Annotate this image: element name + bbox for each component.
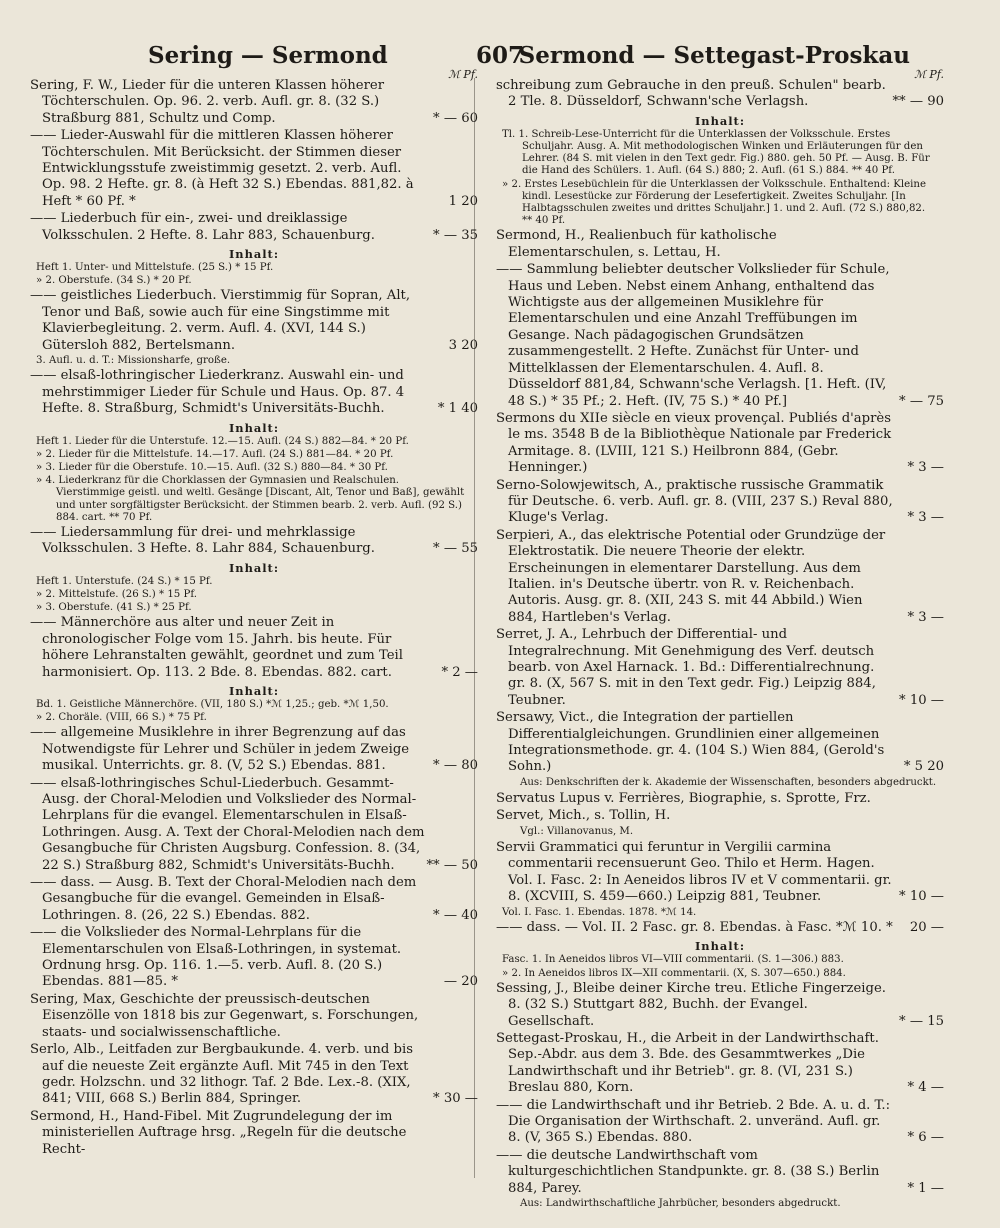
contents-heading: Inhalt: <box>228 560 280 575</box>
catalog-entry <box>30 128 478 210</box>
entry-text: —— die Landwirthschaft und ihr Betrieb. 2 Bde. A. u. d. T.: Die Organisation der Wirthschaft. 2. unveränd. Aufl. gr. 8. (V, 365 S.) Ebendas. 880. <box>496 1097 891 1146</box>
entry-text: Sessing, J., Bleibe deiner Kirche treu. Etliche Fingerzeige. 8. (32 S.) Stuttgart 882, Buchh. der Evangel. Gesellschaft. <box>496 980 886 1029</box>
entry-text: —— dass. — Ausg. B. Text der Choral-Melodien nach dem Gesangbuche für die evangel. Gemeinden in Elsaß-Lothringen. 8. (26, 22 S.) Ebendas. 882. <box>30 875 417 923</box>
entry-text: Sermons du XIIe siècle en vieux provençal. Publiés d'après le ms. 3548 B de la Bibliothèque Nationale par Frederick Armitage. 8. (LVIII, 121 S.) Heilbronn 884, (Gebr. Henninger.) <box>496 410 892 476</box>
entry-text: —— die Volkslieder des Normal-Lehrplans für die Elementarschulen von Elsaß-Lothringen, in systemat. Ordnung hrsg. Op. 116. 1.—5. verb. Aufl. 8. (20 S.) Ebendas. 881—85. * <box>30 925 402 990</box>
sub-entry: » 2. Mittelstufe. (26 S.) * 15 Pf. <box>36 588 198 600</box>
catalog-entry <box>496 1031 944 1097</box>
catalog-entry <box>496 840 944 906</box>
entry-price: * — 40 <box>433 907 478 923</box>
catalog-entry <box>496 1148 944 1197</box>
entry-price: * — 35 <box>433 227 478 243</box>
sub-entry: » 2. Lieder für die Mittelstufe. 14.—17. Aufl. (24 S.) 881—84. * 20 Pf. <box>36 448 394 460</box>
entry-text: Serlo, Alb., Leitfaden zur Bergbaukunde. 4. verb. und bis auf die neueste Zeit ergänzte Aufl. Mit 745 in den Text gedr. Holzschn. und 32 lithogr. Taf. 2 Bde. Lex.-8. (XIX, 841; VIII, 668 S.) Berlin 884, Springer. <box>30 1042 413 1107</box>
right-column <box>496 68 944 1212</box>
unit-label-right: ℳ Pf. <box>914 68 944 81</box>
entry-price: * — 55 <box>433 541 478 557</box>
catalog-entry <box>30 368 478 417</box>
contents-heading: Inhalt: <box>694 939 746 954</box>
contents-heading: Inhalt: <box>694 113 746 128</box>
entry-text: —— geistliches Liederbuch. Vierstimmig für Sopran, Alt, Tenor und Baß, sowie auch für eine Singstimme mit Klavierbegleitung. 2. verm. Aufl. 4. (XVI, 144 S.) Gütersloh 882, Bertelsmann. <box>30 288 411 353</box>
catalog-entry <box>496 228 944 261</box>
header-left: Sering — Sermond <box>148 42 388 69</box>
entry-price: 1 20 <box>448 193 478 209</box>
entry-price: * 3 — <box>907 609 944 625</box>
catalog-entry <box>30 776 478 874</box>
catalog-entry <box>496 920 944 936</box>
catalog-entry <box>30 925 478 991</box>
sub-entry: Heft 1. Unter- und Mittelstufe. (25 S.) * 15 Pf. <box>36 262 274 274</box>
catalog-entry <box>30 211 478 244</box>
sub-entry: » 2. Erstes Lesebüchlein für die Unterklassen der Volksschule. Enthaltend: Kleine kindl. Lesestücke zur Förderung der Lesefertigkeit. Zweites Schuljahr. [In Halbtagsschulen zweites und drittes Schuljahr.] 1. und 2. Aufl. (72 S.) 880,82. ** 40 Pf. <box>502 178 927 227</box>
unit-label-left: ℳ Pf. <box>448 68 478 81</box>
sub-entry: » 4. Liederkranz für die Chorklassen der Gymnasien und Realschulen. Vierstimmige geistl. und weltl. Gesänge [Discant, Alt, Tenor und Baß], gewählt und unter sorgfältigster Berücksicht. der Stimmen bearb. 2. verb. Aufl. (92 S.) 884. cart. ** 70 Pf. <box>36 475 465 523</box>
entry-price: * 1 40 <box>437 401 478 417</box>
entry-price: * 10 — <box>899 692 944 708</box>
entry-text: —— allgemeine Musiklehre in ihrer Begrenzung auf das Notwendigste für Lehrer und Schüler in jedem Zweige musikal. Unterrichts. gr. 8. (V, 52 S.) Ebendas. 881. <box>30 725 410 774</box>
entry-price: ** — 50 <box>426 857 478 873</box>
entry-price: * 1 — <box>907 1180 944 1196</box>
header-right: Sermond — Settegast-Proskau <box>518 42 910 69</box>
entry-text: —— Sammlung beliebter deutscher Volkslieder für Schule, Haus und Leben. Nebst einem Anhang, enthaltend das Wichtigste aus der allgemeinen Musiklehre für Elementarschulen und eine Anzahl Treffübungen im Gesange. Nach pädagogischen Grundsätzen zusammengestellt. 2 Hefte. Zunächst für Unter- und Mittelklassen der Elementarschulen. 4. Aufl. 8. Düsseldorf 881,84, Schwann'sche Verlagsh. [1. Heft. (IV, 48 S.) * 35 Pf.; 2. Heft. (IV, 75 S.) * 40 Pf.] <box>496 262 890 409</box>
sub-entry: » 2. Choräle. (VIII, 66 S.) * 75 Pf. <box>36 712 207 724</box>
entry-price: * — 75 <box>899 393 944 409</box>
catalog-entry <box>496 528 944 626</box>
catalog-entry <box>496 78 944 111</box>
entry-text: —— die deutsche Landwirthschaft vom kulturgeschichtlichen Standpunkte. gr. 8. (38 S.) Berlin 884, Parey. <box>496 1147 880 1196</box>
contents-heading: Inhalt: <box>228 247 280 262</box>
entry-text: —— elsaß-lothringisches Schul-Liederbuch. Gesammt-Ausg. der Choral-Melodien und Volkslieder des Normal-Lehrplans für die evangel. Elementarschulen in Elsaß-Lothringen. Ausg. A. Text der Choral-Melodien nach dem Gesangbuche für Christen Augsburg. Confession. 8. (34, 22 S.) Straßburg 882, Schmidt's Universitäts-Buchh. <box>30 775 425 873</box>
sub-entry: Bd. 1. Geistliche Männerchöre. (VII, 180 S.) *ℳ 1,25.; geb. *ℳ 1,50. <box>36 698 389 710</box>
catalog-entry <box>30 78 478 127</box>
entry-text: —— Männerchöre aus alter und neuer Zeit in chronologischer Folge vom 15. Jahrh. bis heute. Für höhere Lehranstalten gewählt, geordnet und zum Teil harmonisiert. Op. 113. 2 Bde. 8. Ebendas. 882. cart. <box>30 615 403 680</box>
left-entries <box>30 78 478 1158</box>
entry-note: Aus: Denkschriften der k. Akademie der Wissenschaften, besonders abgedruckt. <box>520 776 937 788</box>
entry-text: Servii Grammatici qui feruntur in Vergilii carmina commentarii recensuerunt Geo. Thilo et Herm. Hagen. Vol. I. Fasc. 2: In Aeneidos libros IV et V commentarii. gr. 8. (XCVIII, S. 459—660.) Leipzig 881, Teubner. <box>496 840 892 905</box>
sub-entry: Tl. 1. Schreib-Lese-Unterricht für die Unterklassen der Volksschule. Erstes Schuljahr. Ausg. A. Mit methodologischen Winken und Erläuterungen für den Lehrer. (84 S. mit vielen in den Text gedr. Fig.) 880. geh. 50 Pf. — Ausg. B. Für die Hand des Schülers. 1. Aufl. (64 S.) 880; 2. Aufl. (61 S.) 884. ** 40 Pf. <box>502 128 930 177</box>
entry-price: * 3 — <box>907 460 944 476</box>
entry-text: Sermond, H., Realienbuch für katholische Elementarschulen, s. Lettau, H. <box>496 228 777 260</box>
entry-text: —— elsaß-lothringischer Liederkranz. Auswahl ein- und mehrstimmiger Lieder für Schule und Haus. Op. 87. 4 Hefte. 8. Straßburg, Schmidt's Universitäts-Buchh. <box>30 368 405 417</box>
entry-text: Serpieri, A., das elektrische Potential oder Grundzüge der Elektrostatik. Die neuere Theorie der elektr. Erscheinungen in elementarer Darstellung. Aus dem Italien. in's Deutsche übertr. von R. v. Reichenbach. Autoris. Ausg. gr. 8. (XII, 243 S. mit 44 Abbild.) Wien 884, Hartleben's Verlag. <box>496 527 886 625</box>
catalog-entry <box>496 710 944 776</box>
entry-text: Sermond, H., Hand-Fibel. Mit Zugrundelegung der im ministeriellen Auftrage hrsg. „Regeln für die deutsche Recht- <box>30 1108 407 1157</box>
entry-text: Servatus Lupus v. Ferrières, Biographie, s. Sprotte, Frz. <box>496 791 871 807</box>
right-entries <box>496 78 944 1210</box>
entry-text: Settegast-Proskau, H., die Arbeit in der Landwirthschaft. Sep.-Abdr. aus dem 3. Bde. des Gesammtwerkes „Die Landwirthschaft und ihr Betrieb". gr. 8. (VI, 231 S.) Breslau 880, Korn. <box>496 1030 879 1096</box>
catalog-entry <box>496 981 944 1030</box>
sub-entry: » 3. Lieder für die Oberstufe. 10.—15. Aufl. (32 S.) 880—84. * 30 Pf. <box>36 461 388 473</box>
catalog-entry <box>30 1109 478 1158</box>
sub-entry: Heft 1. Unterstufe. (24 S.) * 15 Pf. <box>36 575 213 587</box>
entry-text: schreibung zum Gebrauche in den preuß. Schulen" bearb. 2 Tle. 8. Düsseldorf, Schwann'sche Verlagsh. <box>496 78 886 110</box>
entry-price: 3 20 <box>448 337 478 353</box>
entry-text: Sering, Max, Geschichte der preussisch-deutschen Eisenzölle von 1818 bis zur Gegenwart, s. Forschungen, staats- und socialwissenschaftliche. <box>30 991 419 1040</box>
sub-entry: Vol. I. Fasc. 1. Ebendas. 1878. *ℳ 14. <box>502 906 697 918</box>
catalog-entry <box>496 262 944 410</box>
sub-entry: 3. Aufl. u. d. T.: Missionsharfe, große. <box>36 355 231 367</box>
entry-text: Sersawy, Vict., die Integration der partiellen Differentialgleichungen. Grundlinien einer allgemeinen Integrationsmethode. gr. 4. (104 S.) Wien 884, (Gerold's Sohn.) <box>496 710 885 775</box>
sub-entry: » 2. In Aeneidos libros IX—XII commentarii. (X, S. 307—650.) 884. <box>502 967 846 979</box>
catalog-entry <box>496 627 944 709</box>
left-column <box>30 68 478 1159</box>
sub-entry: » 3. Oberstufe. (41 S.) * 25 Pf. <box>36 602 192 614</box>
entry-price: * 6 — <box>907 1130 944 1146</box>
catalog-entry <box>30 875 478 924</box>
catalog-entry <box>30 992 478 1041</box>
entry-text: Serno-Solowjewitsch, A., praktische russische Grammatik für Deutsche. 6. verb. Aufl. gr. 8. (VIII, 237 S.) Reval 880, Kluge's Verlag. <box>496 477 893 526</box>
entry-price: * 4 — <box>907 1080 944 1096</box>
entry-price: ** — 90 <box>892 94 944 110</box>
entry-price: — 20 <box>443 974 478 990</box>
catalog-entry <box>496 1098 944 1147</box>
sub-entry: » 2. Oberstufe. (34 S.) * 20 Pf. <box>36 275 192 287</box>
contents-heading: Inhalt: <box>228 420 280 435</box>
entry-note: Vgl.: Villanovanus, M. <box>520 825 634 837</box>
entry-text: Sering, F. W., Lieder für die unteren Klassen höherer Töchterschulen. Op. 96. 2. verb. Aufl. gr. 8. (32 S.) Straßburg 881, Schultz und Comp. <box>30 78 385 126</box>
entry-price: * — 80 <box>433 758 478 774</box>
catalog-entry <box>30 725 478 774</box>
entry-text: Servet, Mich., s. Tollin, H. <box>496 808 671 824</box>
catalog-entry <box>496 411 944 477</box>
entry-text: —— dass. — Vol. II. 2 Fasc. gr. 8. Ebendas. à Fasc. *ℳ 10. * <box>496 919 893 935</box>
catalog-entry <box>496 808 944 824</box>
entry-price: * 2 — <box>441 664 478 680</box>
entry-price: * — 60 <box>433 110 478 126</box>
catalog-entry <box>30 1042 478 1108</box>
catalog-entry <box>30 615 478 681</box>
page-number: 607 <box>475 42 524 69</box>
entry-price: * 30 — <box>433 1091 478 1107</box>
entry-text: —— Liedersammlung für drei- und mehrklassige Volksschulen. 3 Hefte. 8. Lahr 884, Schauenburg. <box>30 524 375 557</box>
sub-entry: Fasc. 1. In Aeneidos libros VI—VIII commentarii. (S. 1—306.) 883. <box>502 954 844 966</box>
entry-text: Serret, J. A., Lehrbuch der Differential- und Integralrechnung. Mit Genehmigung des Verf. deutsch bearb. von Axel Harnack. 1. Bd.: Differentialrechnung. gr. 8. (X, 567 S. mit in den Text gedr. Fig.) Leipzig 884, Teubner. <box>496 627 876 708</box>
catalog-entry <box>496 791 944 807</box>
sub-entry: Heft 1. Lieder für die Unterstufe. 12.—15. Aufl. (24 S.) 882—84. * 20 Pf. <box>36 435 409 447</box>
entry-note: Aus: Landwirthschaftliche Jahrbücher, besonders abgedruckt. <box>520 1197 841 1209</box>
entry-price: * 5 20 <box>903 759 944 775</box>
entry-text: —— Liederbuch für ein-, zwei- und dreiklassige Volksschulen. 2 Hefte. 8. Lahr 883, Schauenburg. <box>30 211 375 243</box>
entry-price: * — 15 <box>899 1013 944 1029</box>
contents-heading: Inhalt: <box>228 683 280 698</box>
entry-text: —— Lieder-Auswahl für die mittleren Klassen höherer Töchterschulen. Mit Berücksicht. der Stimmen dieser Entwicklungsstufe zweistimmig gesetzt. 2. verb. Aufl. Op. 98. 2 Hefte. gr. 8. (à Heft 32 S.) Ebendas. 881,82. à Heft * 60 Pf. * <box>30 128 414 209</box>
catalog-entry <box>30 525 478 558</box>
entry-price: * 10 — <box>899 889 944 905</box>
catalog-entry <box>30 288 478 354</box>
catalog-entry <box>496 478 944 527</box>
entry-price: 20 — <box>909 919 944 935</box>
entry-price: * 3 — <box>907 510 944 526</box>
